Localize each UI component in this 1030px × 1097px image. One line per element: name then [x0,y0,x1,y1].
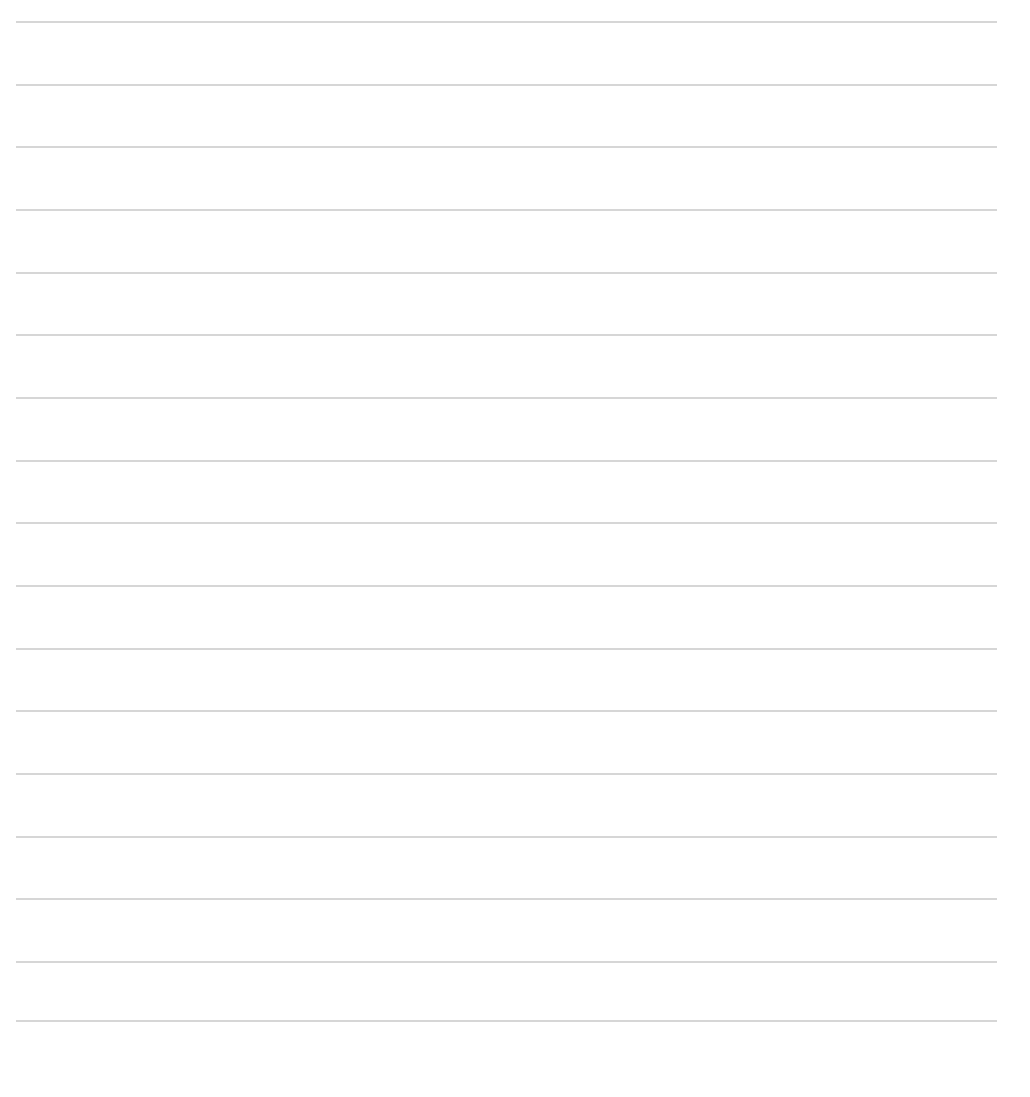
rule-line [16,209,997,211]
rule-line [16,84,997,86]
rule-line [16,21,997,23]
rule-line [16,1020,997,1022]
rule-line [16,961,997,963]
rule-line [16,648,997,650]
rule-line [16,397,997,399]
ruled-sheet [16,0,997,1097]
rule-line [16,522,997,524]
rule-line [16,585,997,587]
rule-line [16,773,997,775]
rule-line [16,460,997,462]
rule-line [16,334,997,336]
rule-line [16,146,997,148]
rule-line [16,272,997,274]
rule-line [16,836,997,838]
rule-line [16,710,997,712]
rule-line [16,898,997,900]
